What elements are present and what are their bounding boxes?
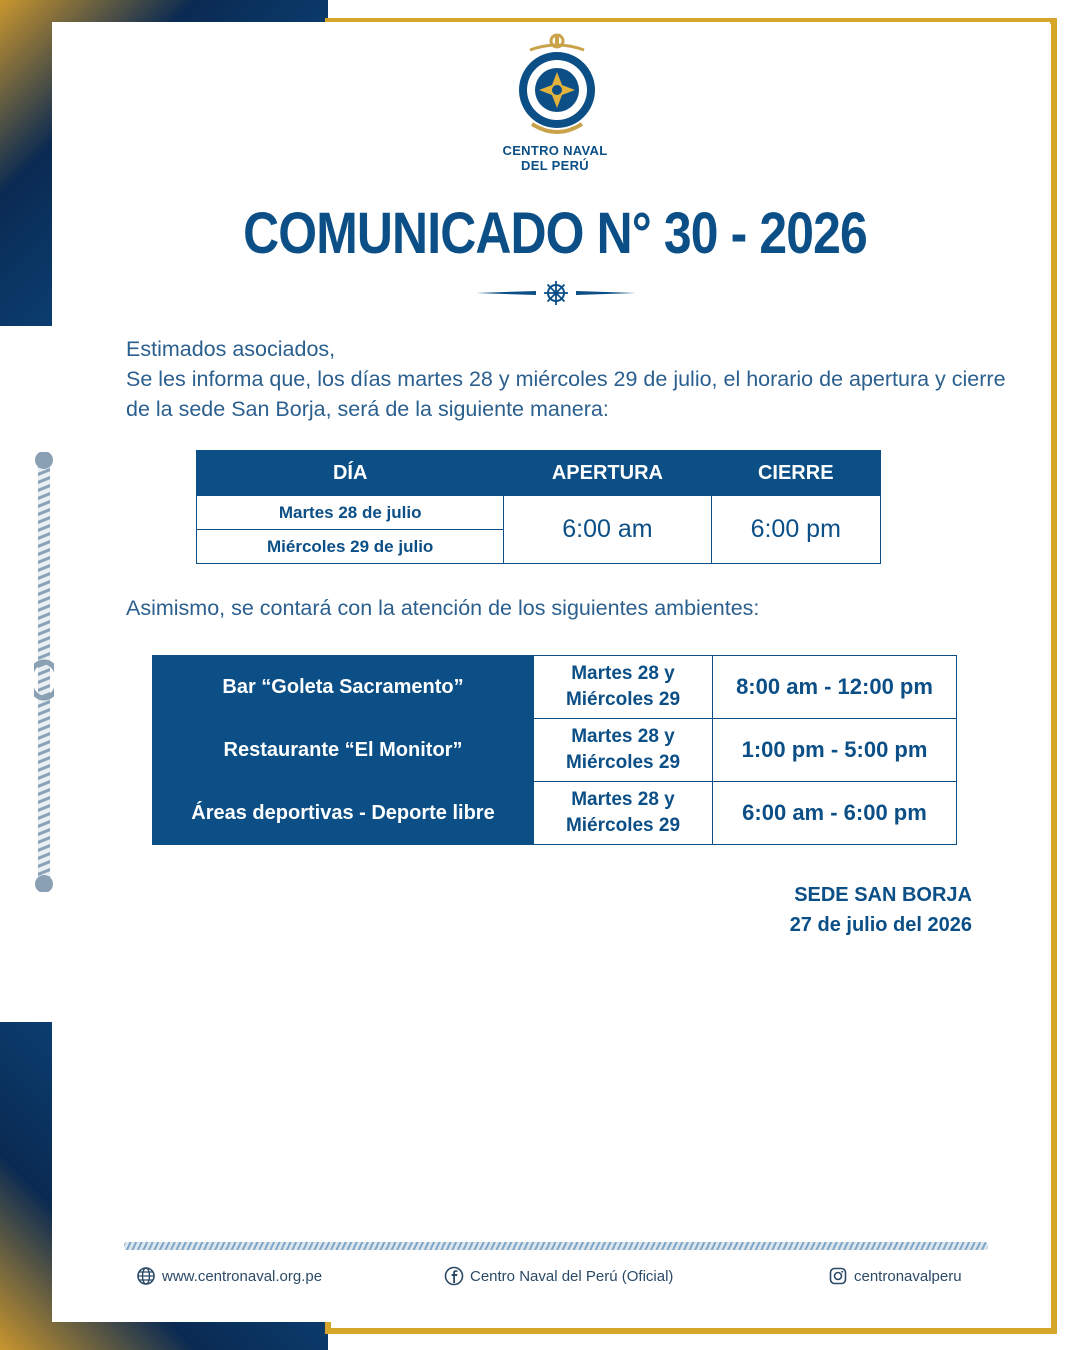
header-opening: APERTURA xyxy=(504,451,711,496)
table-row xyxy=(153,782,957,845)
venue-hours: 8:00 am - 12:00 pm xyxy=(713,656,957,719)
venue-hours: 1:00 pm - 5:00 pm xyxy=(713,719,957,782)
rope-divider xyxy=(124,1242,988,1250)
footer-website[interactable] xyxy=(136,1266,322,1286)
opening-time: 6:00 am xyxy=(504,496,711,564)
closing-time: 6:00 pm xyxy=(711,496,880,564)
table-row xyxy=(153,656,957,719)
globe-icon xyxy=(136,1266,156,1286)
venue-hours: 6:00 am - 6:00 pm xyxy=(713,782,957,845)
website-link[interactable]: www.centronaval.org.pe xyxy=(162,1267,323,1285)
signature-location: SEDE SAN BORJA xyxy=(794,884,972,906)
intro-body: Se les informa que, los días martes 28 y miércoles 29 de julio, el horario de apertura y cierre de la sede San Borja, será de la siguiente manera: xyxy=(126,367,1006,421)
venue-days: Martes 28 y Miércoles 29 xyxy=(534,719,713,782)
header-closing: CIERRE xyxy=(711,451,880,496)
header-day: DÍA xyxy=(197,451,504,496)
centro-naval-logo xyxy=(512,32,602,140)
table-row xyxy=(153,719,957,782)
helm-divider xyxy=(476,280,636,306)
instagram-icon xyxy=(828,1266,848,1286)
venue-days: Martes 28 y Miércoles 29 xyxy=(534,656,713,719)
day-cell: Martes 28 de julio xyxy=(197,496,504,530)
venues-intro: Asimismo, se contará con la atención de los siguientes ambientes: xyxy=(126,596,760,620)
instagram-link[interactable]: centronavalperu xyxy=(854,1267,962,1285)
page-title: COMUNICADO N° 30 - 2026 xyxy=(243,201,867,266)
rope-knot-decoration xyxy=(34,452,54,892)
facebook-icon xyxy=(444,1266,464,1286)
greeting: Estimados asociados, xyxy=(126,337,336,361)
venue-days: Martes 28 y Miércoles 29 xyxy=(534,782,713,845)
intro-text xyxy=(126,334,1006,424)
venues-table xyxy=(152,655,957,845)
schedule-table xyxy=(196,450,881,564)
day-cell: Miércoles 29 de julio xyxy=(197,530,504,564)
footer-instagram[interactable] xyxy=(828,1266,962,1286)
venue-name: Restaurante “El Monitor” xyxy=(153,719,534,782)
venue-name: Bar “Goleta Sacramento” xyxy=(153,656,534,719)
signature-date: 27 de julio del 2026 xyxy=(789,914,972,936)
footer-facebook[interactable] xyxy=(444,1266,673,1286)
facebook-link[interactable]: Centro Naval del Perú (Oficial) xyxy=(470,1267,674,1285)
logo-wordmark: CENTRO NAVAL DEL PERÚ xyxy=(502,143,608,173)
venue-name: Áreas deportivas - Deporte libre xyxy=(153,782,534,845)
signature-block xyxy=(700,880,972,940)
